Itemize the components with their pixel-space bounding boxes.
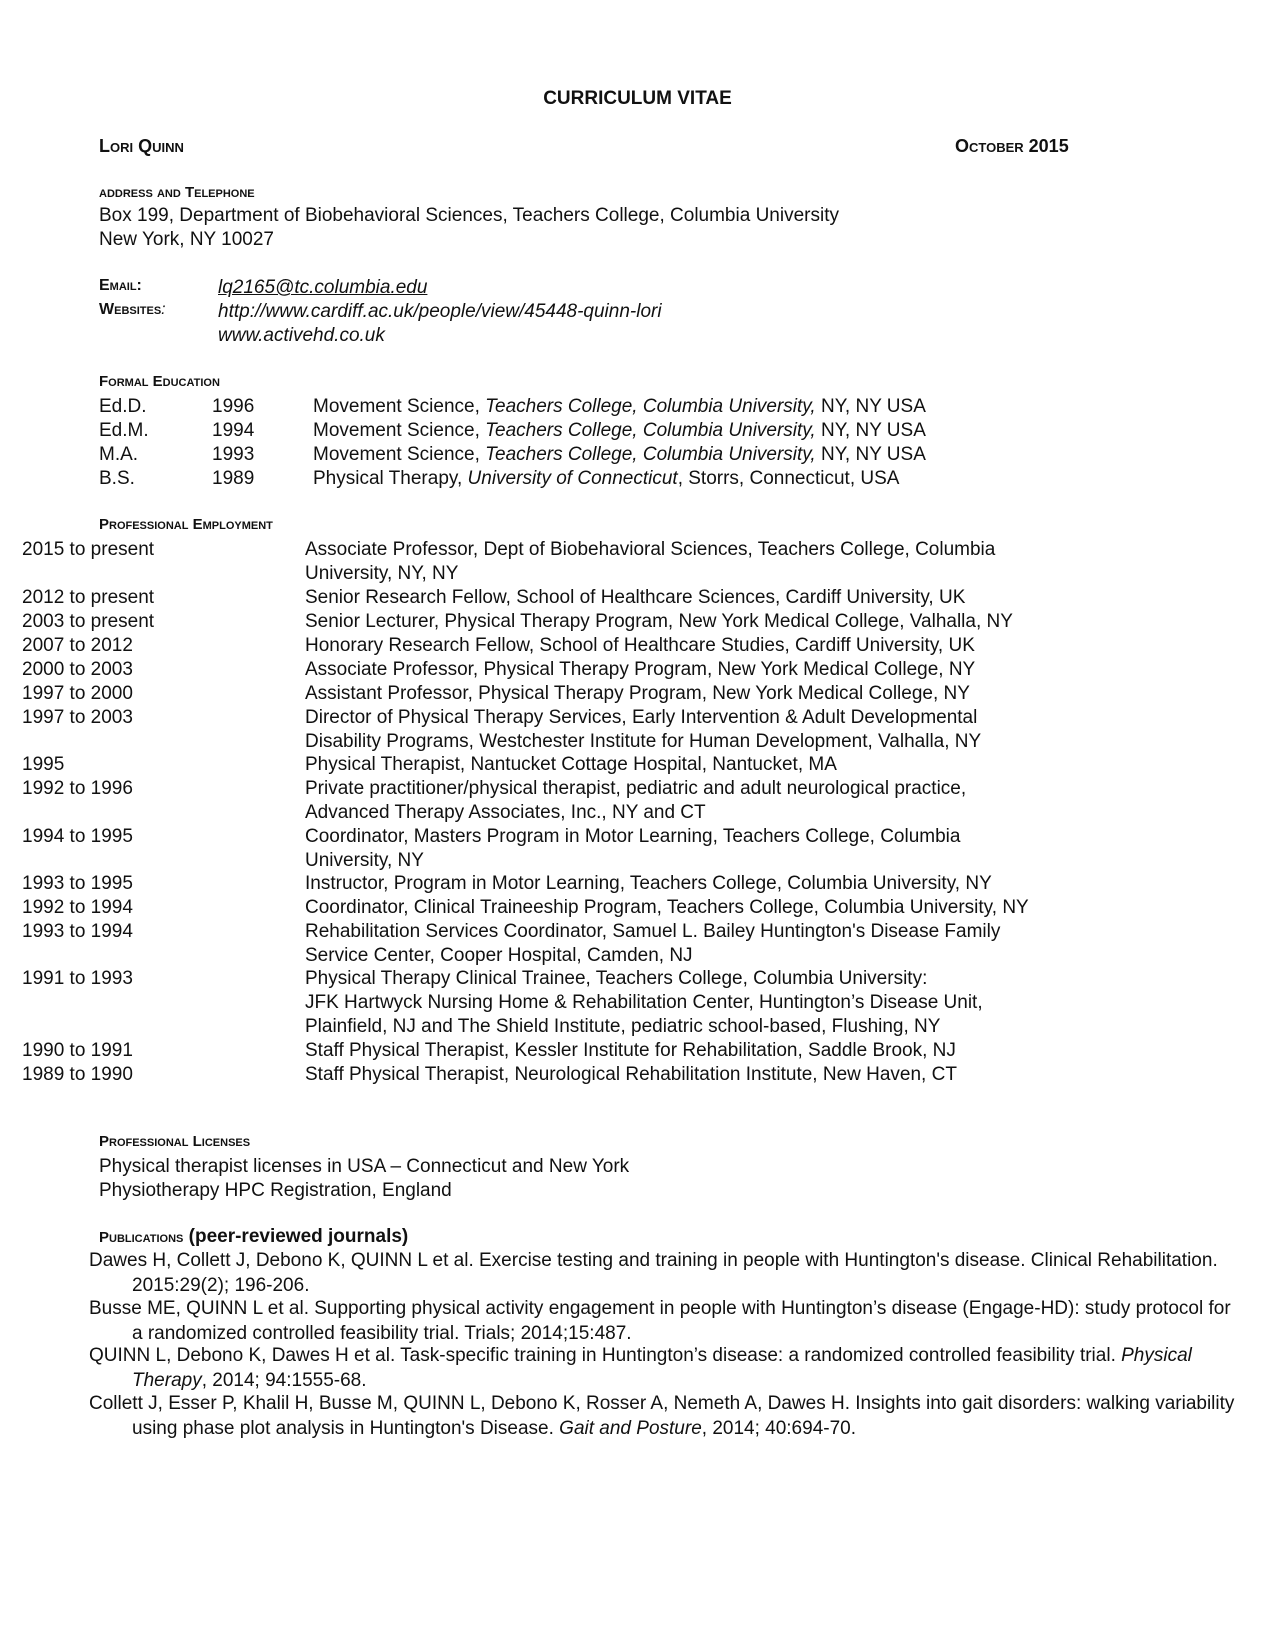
- website-link-1[interactable]: http://www.cardiff.ac.uk/people/view/45448-quinn-lori: [218, 301, 662, 322]
- publication-item: [89, 1392, 1242, 1441]
- websites-label-text: Websites: [99, 301, 162, 318]
- publication-citation-end: , 2014; 94:1555-68.: [201, 1369, 367, 1391]
- publication-citation: Busse ME, QUINN L et al. Supporting physical activity engagement in people with Huntington’s disease (Engage-HD): study protocol for a randomized controlled feasibility trial. Trials; 2014;15:487.: [89, 1298, 1231, 1344]
- employment-dates: 1992 to 1996: [22, 778, 133, 799]
- employment-desc-cont: Disability Programs, Westchester Institute for Human Development, Valhalla, NY: [305, 731, 982, 752]
- employment-dates: 1989 to 1990: [22, 1064, 133, 1085]
- education-school: Teachers College, Columbia University,: [485, 396, 816, 417]
- employment-desc: Staff Physical Therapist, Kessler Institute for Rehabilitation, Saddle Brook, NJ: [305, 1040, 956, 1061]
- education-field: Movement Science,: [313, 444, 486, 465]
- employment-desc: Coordinator, Clinical Traineeship Program, Teachers College, Columbia University, NY: [305, 897, 1029, 918]
- license-line-2: Physiotherapy HPC Registration, England: [99, 1180, 452, 1201]
- publications-heading-suffix: (peer-reviewed journals): [183, 1226, 409, 1247]
- employment-desc-cont: University, NY, NY: [305, 563, 459, 584]
- website-link-2[interactable]: www.activehd.co.uk: [218, 325, 385, 346]
- employment-dates: 1990 to 1991: [22, 1040, 133, 1061]
- education-place: NY, NY USA: [815, 396, 926, 417]
- publication-citation: Collett J, Esser P, Khalil H, Busse M, QUINN L, Debono K, Rosser A, Nemeth A, Dawes H. Insights into gait disorders: walking variability using phase plot analysis in Huntington's Disease.: [89, 1393, 1235, 1439]
- education-field: Movement Science,: [313, 396, 486, 417]
- employment-desc: Associate Professor, Dept of Biobehavioral Sciences, Teachers College, Columbia: [305, 539, 996, 560]
- employment-dates: 2012 to present: [22, 587, 155, 608]
- employment-desc-cont: Advanced Therapy Associates, Inc., NY and CT: [305, 802, 706, 823]
- education-detail: [313, 395, 926, 419]
- publication-citation-end: , 2014; 40:694-70.: [701, 1417, 857, 1439]
- education-detail: [313, 419, 926, 443]
- education-degree: Ed.M.: [99, 420, 149, 441]
- employment-desc: Associate Professor, Physical Therapy Program, New York Medical College, NY: [305, 659, 976, 680]
- employment-dates: 1991 to 1993: [22, 968, 133, 989]
- education-heading: Formal Education: [99, 373, 220, 390]
- employment-dates: 2015 to present: [22, 539, 155, 560]
- education-degree: B.S.: [99, 468, 135, 489]
- education-year: 1989: [212, 468, 255, 489]
- license-line-1: Physical therapist licenses in USA – Connecticut and New York: [99, 1156, 630, 1177]
- employment-dates: 1992 to 1994: [22, 897, 133, 918]
- employment-desc: Senior Research Fellow, School of Healthcare Sciences, Cardiff University, UK: [305, 587, 966, 608]
- websites-label-colon: :: [161, 301, 166, 318]
- employment-dates: 1997 to 2003: [22, 707, 133, 728]
- employment-dates: 1994 to 1995: [22, 826, 133, 847]
- employment-desc-cont: JFK Hartwyck Nursing Home & Rehabilitation Center, Huntington’s Disease Unit,: [305, 992, 983, 1013]
- employment-desc: Assistant Professor, Physical Therapy Program, New York Medical College, NY: [305, 683, 970, 704]
- employment-dates: 1993 to 1995: [22, 873, 133, 894]
- publication-citation: QUINN L, Debono K, Dawes H et al. Task-specific training in Huntington’s disease: a randomized controlled feasibility trial.: [89, 1345, 1122, 1366]
- websites-label: [99, 301, 166, 319]
- employment-desc: Instructor, Program in Motor Learning, Teachers College, Columbia University, NY: [305, 873, 992, 894]
- education-field: Physical Therapy,: [313, 468, 468, 489]
- education-place: , Storrs, Connecticut, USA: [677, 468, 900, 489]
- employment-desc-cont: University, NY: [305, 850, 424, 871]
- cv-name: Lori Quinn: [99, 136, 184, 156]
- publication-item: [89, 1344, 1242, 1393]
- address-line-1: Box 199, Department of Biobehavioral Sciences, Teachers College, Columbia University: [99, 205, 839, 226]
- employment-heading: Professional Employment: [99, 516, 273, 533]
- education-detail: [313, 467, 899, 491]
- publication-item: [89, 1249, 1242, 1298]
- education-field: Movement Science,: [313, 420, 486, 441]
- employment-desc: Director of Physical Therapy Services, Early Intervention & Adult Developmental: [305, 707, 978, 728]
- education-degree: M.A.: [99, 444, 139, 465]
- publications-heading: [99, 1226, 408, 1248]
- licenses-heading: Professional Licenses: [99, 1133, 251, 1150]
- employment-desc: Physical Therapist, Nantucket Cottage Hospital, Nantucket, MA: [305, 754, 837, 775]
- employment-dates: 2000 to 2003: [22, 659, 133, 680]
- education-place: NY, NY USA: [815, 444, 926, 465]
- publication-citation: Dawes H, Collett J, Debono K, QUINN L et al. Exercise testing and training in people with Huntington's disease. Clinical Rehabilitation. 2015:29(2); 196-206.: [89, 1250, 1218, 1296]
- employment-desc: Private practitioner/physical therapist, pediatric and adult neurological practice,: [305, 778, 967, 799]
- document-title: CURRICULUM VITAE: [543, 88, 732, 109]
- education-year: 1996: [212, 396, 255, 417]
- publications-heading-text: Publications: [99, 1229, 184, 1246]
- cv-date: October 2015: [955, 136, 1069, 156]
- employment-desc: Rehabilitation Services Coordinator, Samuel L. Bailey Huntington's Disease Family: [305, 921, 1001, 942]
- employment-dates: 2007 to 2012: [22, 635, 133, 656]
- education-school: Teachers College, Columbia University,: [485, 420, 816, 441]
- employment-desc: Senior Lecturer, Physical Therapy Program, New York Medical College, Valhalla, NY: [305, 611, 1013, 632]
- employment-desc-cont: Service Center, Cooper Hospital, Camden, NJ: [305, 945, 693, 966]
- address-line-2: New York, NY 10027: [99, 229, 274, 250]
- publication-journal: Physical Therapy: [132, 1345, 1192, 1391]
- education-year: 1994: [212, 420, 255, 441]
- employment-dates: 1995: [22, 754, 65, 775]
- education-detail: [313, 443, 926, 467]
- employment-dates: 2003 to present: [22, 611, 155, 632]
- email-link[interactable]: lq2165@tc.columbia.edu: [218, 277, 428, 298]
- employment-dates: 1993 to 1994: [22, 921, 133, 942]
- employment-desc: Staff Physical Therapist, Neurological Rehabilitation Institute, New Haven, CT: [305, 1064, 957, 1085]
- publication-journal: Gait and Posture: [559, 1417, 702, 1439]
- employment-dates: 1997 to 2000: [22, 683, 133, 704]
- employment-desc-cont: Plainfield, NJ and The Shield Institute, pediatric school-based, Flushing, NY: [305, 1016, 941, 1037]
- education-degree: Ed.D.: [99, 396, 147, 417]
- employment-desc: Coordinator, Masters Program in Motor Learning, Teachers College, Columbia: [305, 826, 961, 847]
- education-school: Teachers College, Columbia University,: [485, 444, 816, 465]
- education-school: University of Connecticut: [467, 468, 678, 489]
- employment-desc: Honorary Research Fellow, School of Healthcare Studies, Cardiff University, UK: [305, 635, 975, 656]
- education-place: NY, NY USA: [815, 420, 926, 441]
- employment-desc: Physical Therapy Clinical Trainee, Teachers College, Columbia University:: [305, 968, 928, 989]
- publication-item: [89, 1297, 1242, 1346]
- email-label: Email:: [99, 277, 142, 294]
- address-heading: address and Telephone: [99, 184, 255, 201]
- education-year: 1993: [212, 444, 255, 465]
